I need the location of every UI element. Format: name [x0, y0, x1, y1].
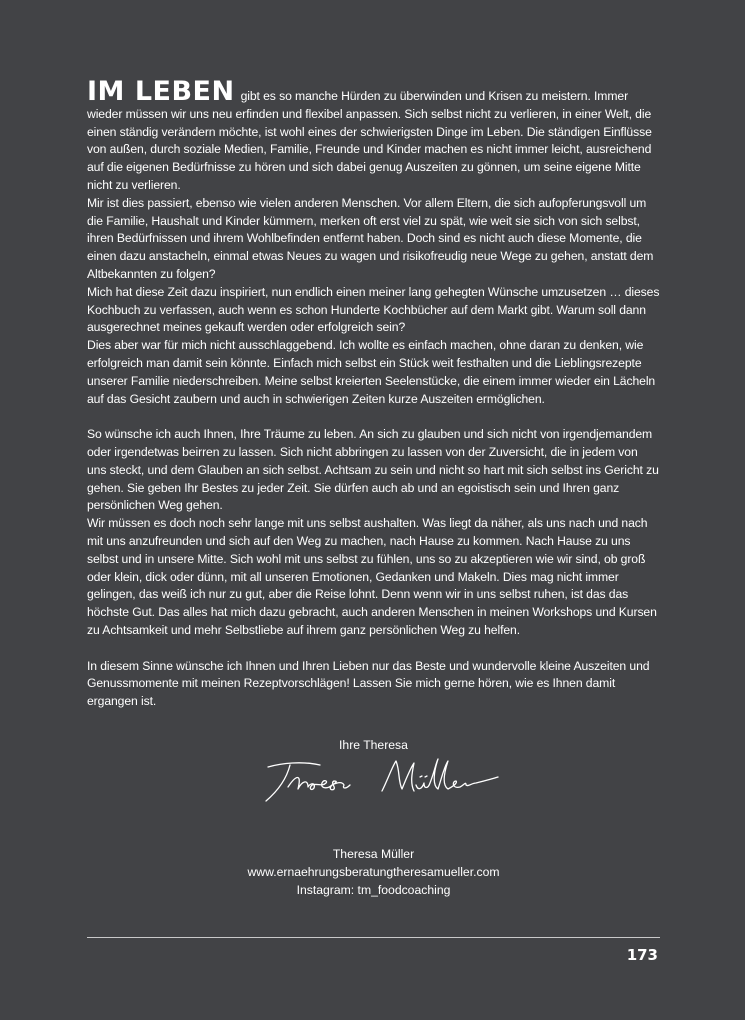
body-text	[87, 78, 660, 711]
footer-divider	[87, 937, 660, 938]
lead-heading: IM LEBEN	[87, 76, 235, 107]
author-name: Theresa Müller	[332, 847, 415, 861]
instagram-handle: Instagram: tm_foodcoaching	[296, 882, 451, 897]
paragraph: Mir ist dies passiert, ebenso wie vielen anderen Menschen. Vor allem Eltern, die sich aufopferungsvoll um die Familie, Haushalt und Kinder kümmern, merken oft erst viel zu spät, wie weit sie sich von sich selbst, ihren Bedürfnissen und ihrem Wohlbefinden entfernt haben. Doch sind es nicht auch diese Momente, die einen dazu anstacheln, einmal etwas Neues zu wagen und risikofreudig neue Wege zu gehen, anstatt dem Altbekannten zu folgen?	[87, 195, 654, 281]
paragraph: Wir müssen es doch noch sehr lange mit uns selbst aushalten. Was liegt da näher, als uns nach und nach mit uns anzufreunden und sich auf den Weg zu machen, nach Hause zu kommen. Nach Hause zu uns selbst und in unsere Mitte. Sich wohl mit uns selbst zu fühlen, uns so zu akzeptieren wie wir sind, ob groß oder klein, dick oder dünn, mit all unseren Emotionen, Gedanken und Makeln. Dies mag nicht immer gelingen, das weiß ich nur zu gut, aber die Reise lohnt. Denn wenn wir in uns selbst ruhen, ist das das höchste Gut. Das alles hat mich dazu gebracht, auch anderen Menschen in meinen Workshops und Kursen zu Achtsamkeit und mehr Selbstliebe auf ihrem ganz persönlichen Weg zu helfen.	[87, 516, 657, 637]
intro-text: gibt es so manche Hürden zu überwinden und Krisen zu meistern. Immer wieder müssen wir uns neu erfinden und flexibel anpassen. Sich selbst nicht zu verlieren, in einer Welt, die einen ständig verändern möchte, ist wohl eines der schwierigsten Dinge im Leben. Die ständigen Einflüsse von außen, durch soziale Medien, Familie, Freunde und Kinder machen es nicht immer leicht, ausreichend auf die eigenen Bedürfnisse zu hören und sich dabei genug Auszeiten zu gönnen, um seine eigene Mitte nicht zu verlieren.	[87, 89, 652, 192]
intro-paragraph	[87, 78, 660, 195]
paragraph-gap	[87, 640, 660, 658]
contact-block	[87, 846, 660, 899]
paragraph: Dies aber war für mich nicht ausschlaggebend. Ich wollte es einfach machen, ohne daran zu denken, wie erfolgreich man damit sein könnte. Einfach mich selbst ein Stück weit festhalten und die Lieblingsrezepte unserer Familie niederschreiben. Meine selbst kreierten Seelenstücke, die einem immer wieder ein Lächeln auf das Gesicht zaubern und auch in schwierigen Zeiten kurze Auszeiten ermöglichen.	[87, 338, 656, 406]
handwritten-signature	[262, 755, 502, 810]
paragraph: In diesem Sinne wünsche ich Ihnen und Ihren Lieben nur das Beste und wundervolle kleine Auszeiten und Genussmomente mit meinen Rezeptvorschlägen! Lassen Sie mich gerne hören, wie es Ihnen damit ergangen ist.	[87, 658, 650, 709]
paragraph: Mich hat diese Zeit dazu inspiriert, nun endlich einen meiner lang gehegten Wünsche umzusetzen … dieses Kochbuch zu verfassen, auch wenn es schon Hunderte Kochbücher auf dem Markt gibt. Warum soll dann ausgerechnet meines gekauft werden oder erfolgreich sein?	[87, 284, 660, 335]
page-number: 173	[626, 946, 658, 964]
paragraph: So wünsche ich auch Ihnen, Ihre Träume zu leben. An sich zu glauben und sich nicht von irgendjemandem oder irgendetwas beirren zu lassen. Sich nicht abbringen zu lassen von der Zuversicht, die in jedem von uns steckt, und dem Glauben an sich selbst. Achtsam zu sein und nicht so hart mit sich selbst ins Gericht zu gehen. Sie geben Ihr Bestes zu jeder Zeit. Sie dürfen auch ab und an egoistisch sein und Ihren ganz persönlichen Weg gehen.	[87, 427, 659, 513]
paragraph-gap	[87, 408, 660, 426]
website-link[interactable]: www.ernaehrungsberatungtheresamueller.com	[247, 864, 500, 879]
greeting: Ihre Theresa	[339, 738, 408, 752]
